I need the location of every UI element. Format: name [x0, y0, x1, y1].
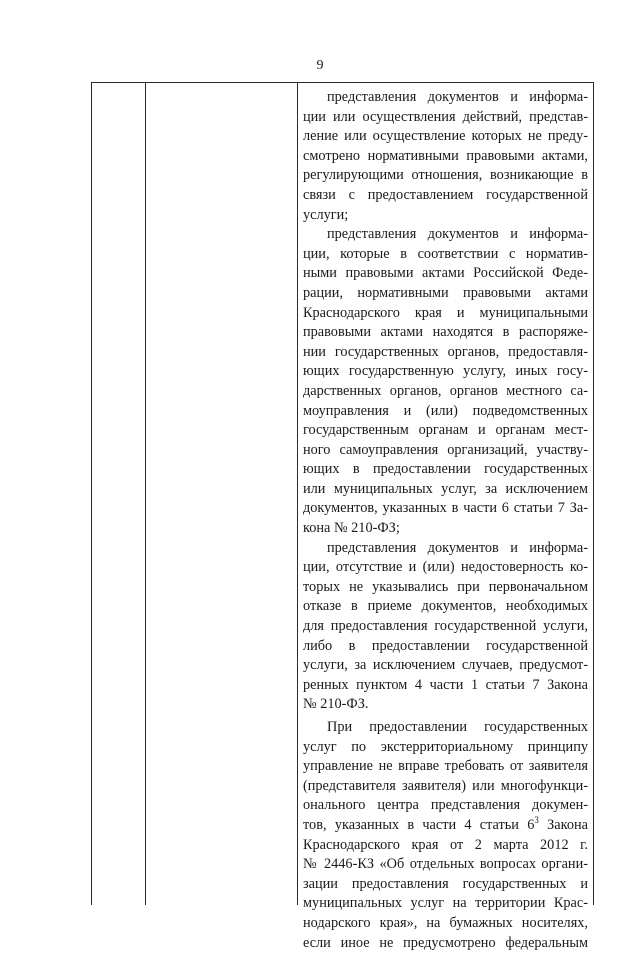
text-line: государственным органам и органам мест-	[303, 422, 588, 439]
text-line: № 2446-КЗ «Об отдельных вопросах органи-	[303, 856, 588, 873]
text-line: кона № 210-ФЗ;	[303, 520, 400, 537]
text-line: ление или осуществление которых не преду-	[303, 128, 588, 145]
text-line: ции или осуществления действий, представ-	[303, 108, 588, 125]
text-line: ющих в предоставлении государственных	[303, 461, 588, 478]
text-line: правовыми актами находятся в распоряже-	[303, 324, 588, 341]
text-line: № 210-ФЗ.	[303, 696, 369, 713]
table-cell-text	[303, 88, 588, 953]
text-fragment: тов,	[303, 816, 327, 833]
text-line: услуги, за исключением случаев, предусмот-	[303, 657, 588, 674]
text-line: ренных пунктом 4 части 1 статьи 7 Закона	[303, 676, 588, 693]
text-line: рации, нормативными правовыми актами	[303, 284, 588, 301]
text-line: (представителя заявителя) или многофункци-	[303, 777, 588, 794]
text-line: либо в предоставлении государственной	[303, 637, 588, 654]
paragraph-4	[303, 718, 588, 953]
text-line: муниципальных услуг на территории Крас-	[303, 895, 588, 912]
text-line: нии государственных органов, предоставля-	[303, 343, 588, 360]
paragraph-1	[303, 88, 588, 225]
text-line: если иное не предусмотрено федеральным	[303, 934, 588, 951]
column-divider-1	[145, 82, 146, 905]
text-line: связи с предоставлением государственной	[303, 186, 588, 203]
text-line: моуправления и (или) подведомственных	[303, 402, 588, 419]
text-line: При предоставлении государственных	[327, 719, 588, 735]
text-fragment: Закона	[547, 816, 589, 833]
text-line: регулирующими отношения, возникающие в	[303, 167, 588, 184]
text-line: представления документов и информа-	[327, 539, 588, 556]
text-line: ными правовыми актами Российской Феде-	[303, 265, 588, 282]
text-line: зации предоставления государственных и	[303, 875, 588, 892]
text-line-with-superscript	[303, 816, 588, 836]
paragraph-3	[303, 539, 588, 715]
text-line: ции, которые в соответствии с норматив-	[303, 245, 588, 262]
text-line: услуги;	[303, 206, 349, 223]
text-line: ного самоуправления организаций, участву-	[303, 441, 588, 458]
text-fragment: указанных в части 4 статьи 6	[334, 816, 535, 833]
text-line: дарственных органов, органов местного са-	[303, 382, 588, 399]
text-line: торых не указывались при первоначальном	[303, 578, 588, 595]
text-line: нодарского края», на бумажных носителях,	[303, 914, 588, 931]
text-line: или муниципальных услуг, за исключением	[303, 480, 588, 497]
text-line: смотрено нормативными правовыми актами,	[303, 147, 588, 164]
text-line: ющих государственную услугу, иных госу-	[303, 363, 588, 380]
footnote-superscript: 3	[534, 815, 539, 826]
text-line: представления документов и информа-	[327, 89, 588, 105]
text-line: документов, указанных в части 6 статьи 7 За-	[303, 500, 588, 517]
text-line: услуг по экстерриториальному принципу	[303, 738, 588, 755]
column-divider-2	[297, 82, 298, 905]
text-line: представления документов и информа-	[327, 226, 588, 243]
page-number: 9	[316, 58, 324, 73]
text-line: Краснодарского края и муниципальными	[303, 304, 588, 321]
text-line: управление не вправе требовать от заявителя	[303, 758, 588, 775]
paragraph-2	[303, 225, 588, 539]
text-line: ции, отсутствие и (или) недостоверность ко-	[303, 559, 588, 576]
text-line: для предоставления государственной услуги,	[303, 618, 588, 635]
text-line: онального центра представления докумен-	[303, 797, 588, 814]
text-line: Краснодарского края от 2 марта 2012 г.	[303, 836, 588, 853]
text-line: отказе в приеме документов, необходимых	[303, 598, 588, 615]
